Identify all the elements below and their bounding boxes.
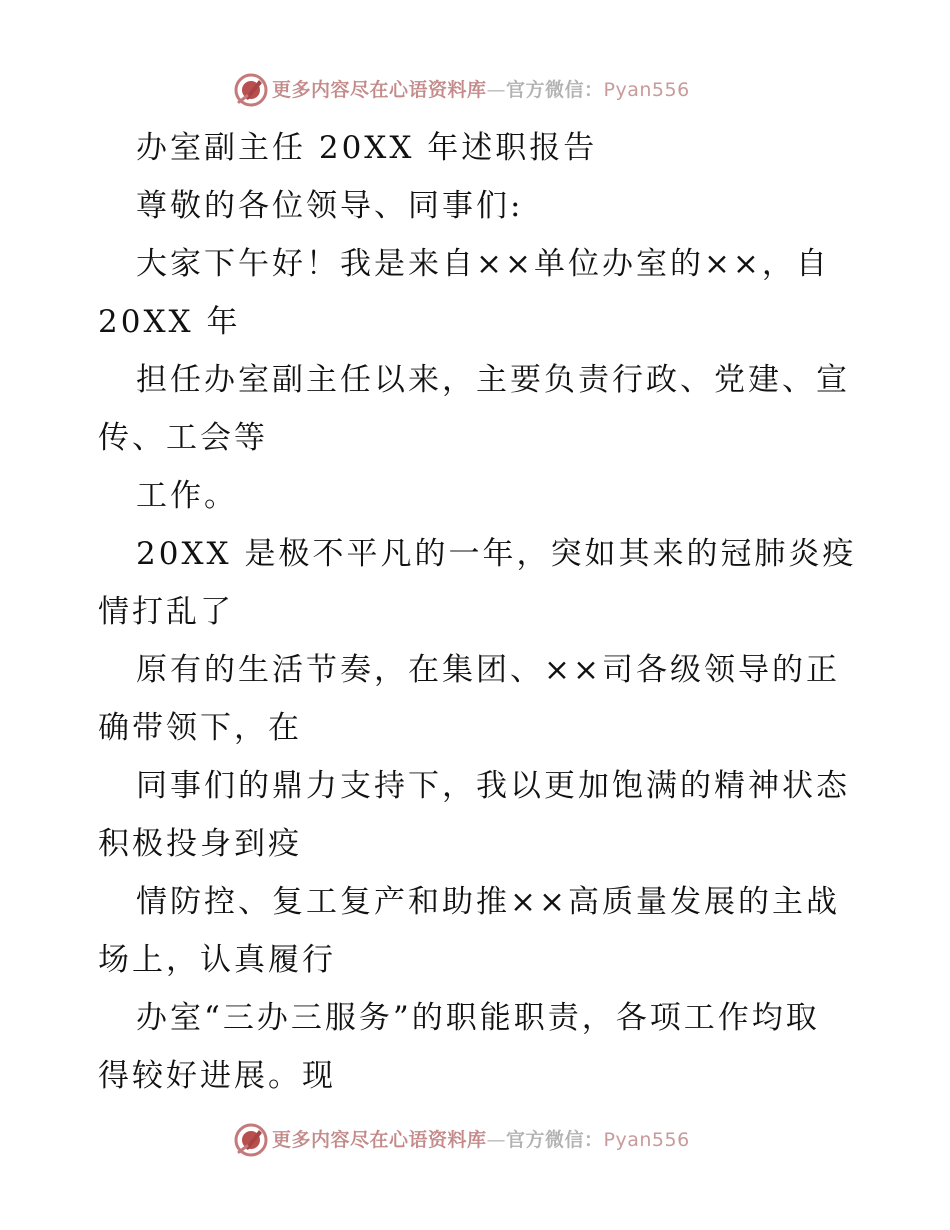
text-line: 同事们的鼎力支持下，我以更加饱满的精神状态 — [136, 768, 850, 804]
watermark-id: Pyan556 — [603, 1129, 690, 1151]
document-title: 办室副主任 20XX 年述职报告 — [136, 130, 598, 166]
watermark-dash: — — [486, 1129, 507, 1151]
text-line: 确带领下，在 — [98, 710, 302, 746]
text-line: 大家下午好！我是来自××单位办室的××，自 — [136, 246, 830, 282]
watermark-text — [272, 1126, 690, 1154]
watermark-banner-bottom — [0, 1120, 950, 1160]
watermark-tail: 官方微信： — [506, 1129, 604, 1151]
text-line: 积极投身到疫 — [98, 826, 302, 862]
watermark-id: Pyan556 — [603, 79, 690, 101]
text-line: 担任办室副主任以来，主要负责行政、党建、宣 — [136, 362, 850, 398]
text-line: 情打乱了 — [98, 594, 234, 630]
text-line: 场上，认真履行 — [98, 942, 336, 978]
text-line: 办室“三办三服务”的职能职责，各项工作均取 — [136, 1000, 820, 1036]
text-line: 得较好进展。现 — [98, 1058, 336, 1094]
text-line: 工作。 — [136, 478, 238, 514]
text-line: 原有的生活节奏，在集团、××司各级领导的正 — [136, 652, 840, 688]
text-line: 情防控、复工复产和助推××高质量发展的主战 — [136, 884, 840, 920]
pen-circle-logo-icon — [233, 1122, 269, 1158]
salutation: 尊敬的各位领导、同事们: — [136, 188, 524, 224]
text-line: 传、工会等 — [98, 420, 268, 456]
watermark-main: 更多内容尽在心语资料库 — [272, 79, 487, 101]
watermark-main: 更多内容尽在心语资料库 — [272, 1129, 487, 1151]
watermark-dash: — — [486, 79, 507, 101]
text-line: 20XX 是极不平凡的一年，突如其来的冠肺炎疫 — [136, 536, 857, 572]
watermark-tail: 官方微信： — [506, 79, 604, 101]
text-line: 20XX 年 — [98, 304, 241, 340]
